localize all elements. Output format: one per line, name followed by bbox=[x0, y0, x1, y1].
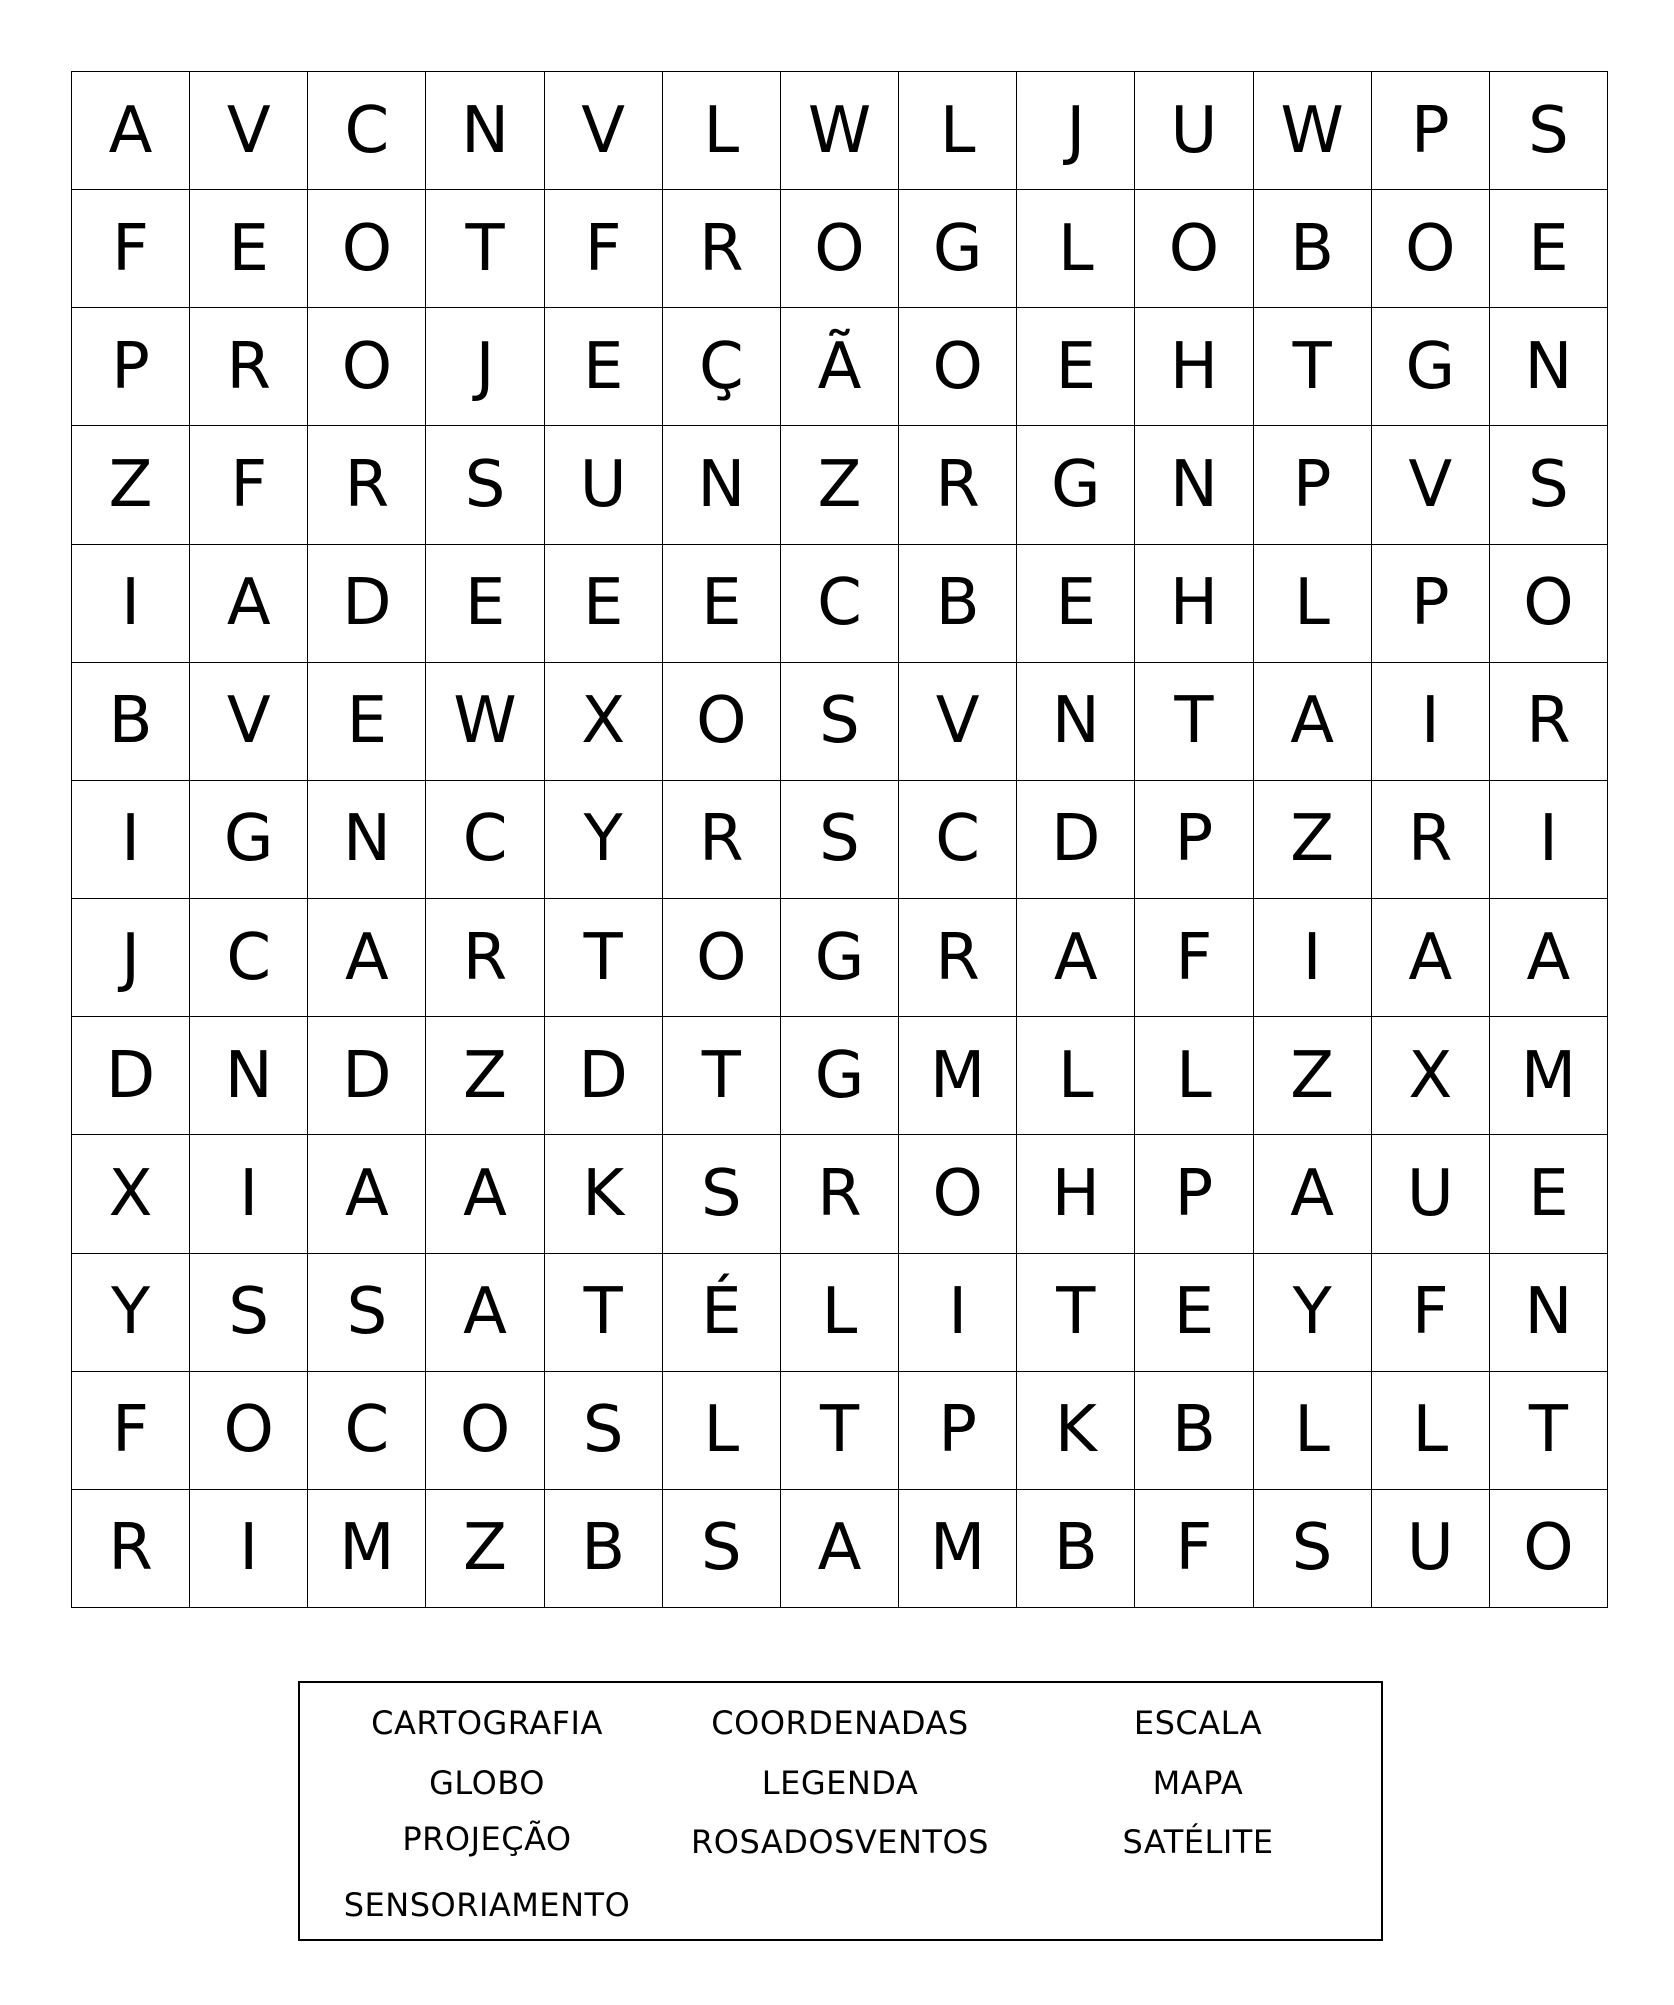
grid-cell[interactable]: A bbox=[1490, 899, 1608, 1017]
word-bank-item: LEGENDA bbox=[761, 1764, 919, 1802]
grid-cell[interactable]: D bbox=[1017, 781, 1135, 899]
grid-cell[interactable]: I bbox=[1254, 899, 1372, 1017]
grid-cell[interactable]: T bbox=[426, 190, 544, 308]
grid-cell[interactable]: L bbox=[781, 1254, 899, 1372]
grid-cell[interactable]: R bbox=[663, 781, 781, 899]
grid-cell[interactable]: U bbox=[1135, 72, 1253, 190]
word-bank-item: SENSORIAMENTO bbox=[343, 1886, 631, 1924]
grid-cell[interactable]: C bbox=[426, 781, 544, 899]
grid-cell[interactable]: J bbox=[1017, 72, 1135, 190]
grid-cell[interactable]: V bbox=[545, 72, 663, 190]
grid-cell[interactable]: V bbox=[190, 663, 308, 781]
grid-cell[interactable]: D bbox=[308, 1017, 426, 1135]
grid-cell[interactable]: B bbox=[1135, 1372, 1253, 1490]
grid-cell[interactable]: E bbox=[426, 545, 544, 663]
grid-cell[interactable]: S bbox=[781, 663, 899, 781]
grid-cell[interactable]: N bbox=[1490, 308, 1608, 426]
grid-cell[interactable]: A bbox=[1254, 1135, 1372, 1253]
grid-cell[interactable]: A bbox=[308, 899, 426, 1017]
grid-cell[interactable]: G bbox=[1017, 426, 1135, 544]
grid-cell[interactable]: E bbox=[1017, 308, 1135, 426]
grid-cell[interactable]: L bbox=[663, 72, 781, 190]
grid-cell[interactable]: I bbox=[190, 1490, 308, 1608]
grid-cell[interactable]: T bbox=[545, 899, 663, 1017]
grid-cell[interactable]: P bbox=[1372, 545, 1490, 663]
word-bank-item: CARTOGRAFIA bbox=[371, 1704, 603, 1742]
grid-cell[interactable]: E bbox=[663, 545, 781, 663]
grid-cell[interactable]: U bbox=[1372, 1135, 1490, 1253]
grid-cell[interactable]: C bbox=[190, 899, 308, 1017]
grid-cell[interactable]: Y bbox=[72, 1254, 190, 1372]
grid-cell[interactable]: L bbox=[899, 72, 1017, 190]
word-bank-item: GLOBO bbox=[429, 1764, 545, 1802]
grid-cell[interactable]: O bbox=[1490, 1490, 1608, 1608]
grid-cell[interactable]: P bbox=[1135, 781, 1253, 899]
grid-cell[interactable]: K bbox=[1017, 1372, 1135, 1490]
grid-cell[interactable]: Y bbox=[1254, 1254, 1372, 1372]
grid-cell[interactable]: A bbox=[190, 545, 308, 663]
grid-cell[interactable]: E bbox=[545, 545, 663, 663]
grid-cell[interactable]: S bbox=[1490, 426, 1608, 544]
grid-cell[interactable]: O bbox=[899, 1135, 1017, 1253]
grid-cell[interactable]: S bbox=[545, 1372, 663, 1490]
grid-cell[interactable]: L bbox=[1254, 1372, 1372, 1490]
grid-cell[interactable]: E bbox=[308, 663, 426, 781]
grid-cell[interactable]: W bbox=[426, 663, 544, 781]
grid-cell[interactable]: R bbox=[426, 899, 544, 1017]
grid-cell[interactable]: P bbox=[1254, 426, 1372, 544]
grid-cell[interactable]: M bbox=[899, 1490, 1017, 1608]
grid-cell[interactable]: Z bbox=[426, 1017, 544, 1135]
grid-cell[interactable]: Y bbox=[545, 781, 663, 899]
grid-cell[interactable]: T bbox=[663, 1017, 781, 1135]
grid-cell[interactable]: V bbox=[190, 72, 308, 190]
grid-cell[interactable]: C bbox=[781, 545, 899, 663]
grid-cell[interactable]: A bbox=[1254, 663, 1372, 781]
grid-cell[interactable]: Z bbox=[1254, 781, 1372, 899]
grid-cell[interactable]: X bbox=[1372, 1017, 1490, 1135]
grid-cell[interactable]: G bbox=[781, 1017, 899, 1135]
grid-cell[interactable]: T bbox=[781, 1372, 899, 1490]
grid-cell[interactable]: I bbox=[1372, 663, 1490, 781]
word-search-grid bbox=[71, 71, 1608, 1608]
grid-cell[interactable]: B bbox=[1017, 1490, 1135, 1608]
grid-cell[interactable]: N bbox=[1017, 663, 1135, 781]
grid-cell[interactable]: O bbox=[663, 899, 781, 1017]
grid-cell[interactable]: L bbox=[1017, 190, 1135, 308]
grid-cell[interactable]: B bbox=[899, 545, 1017, 663]
grid-cell[interactable]: R bbox=[899, 426, 1017, 544]
word-bank-item: ESCALA bbox=[1133, 1704, 1263, 1742]
grid-cell[interactable]: S bbox=[190, 1254, 308, 1372]
grid-cell[interactable]: N bbox=[190, 1017, 308, 1135]
grid-cell[interactable]: R bbox=[663, 190, 781, 308]
grid-cell[interactable]: I bbox=[190, 1135, 308, 1253]
grid-cell[interactable]: L bbox=[1372, 1372, 1490, 1490]
grid-cell[interactable]: D bbox=[72, 1017, 190, 1135]
grid-cell[interactable]: S bbox=[663, 1135, 781, 1253]
grid-cell[interactable]: Z bbox=[426, 1490, 544, 1608]
grid-cell[interactable]: U bbox=[545, 426, 663, 544]
grid-cell[interactable]: O bbox=[308, 308, 426, 426]
grid-cell[interactable]: Z bbox=[72, 426, 190, 544]
grid-cell[interactable]: V bbox=[899, 663, 1017, 781]
grid-cell[interactable]: U bbox=[1372, 1490, 1490, 1608]
grid-cell[interactable]: F bbox=[1135, 899, 1253, 1017]
grid-cell[interactable]: V bbox=[1372, 426, 1490, 544]
grid-cell[interactable]: O bbox=[899, 308, 1017, 426]
grid-cell[interactable]: M bbox=[899, 1017, 1017, 1135]
grid-cell[interactable]: D bbox=[308, 545, 426, 663]
grid-cell[interactable]: G bbox=[899, 190, 1017, 308]
grid-cell[interactable]: G bbox=[781, 899, 899, 1017]
grid-cell[interactable]: B bbox=[72, 663, 190, 781]
grid-cell[interactable]: T bbox=[1135, 663, 1253, 781]
grid-cell[interactable]: T bbox=[1017, 1254, 1135, 1372]
grid-cell[interactable]: X bbox=[545, 663, 663, 781]
grid-cell[interactable]: É bbox=[663, 1254, 781, 1372]
grid-cell[interactable]: O bbox=[1372, 190, 1490, 308]
grid-cell[interactable]: Z bbox=[781, 426, 899, 544]
grid-cell[interactable]: K bbox=[545, 1135, 663, 1253]
grid-cell[interactable]: R bbox=[72, 1490, 190, 1608]
grid-cell[interactable]: N bbox=[1135, 426, 1253, 544]
grid-cell[interactable]: C bbox=[308, 72, 426, 190]
grid-cell[interactable]: N bbox=[663, 426, 781, 544]
grid-cell[interactable]: S bbox=[308, 1254, 426, 1372]
grid-cell[interactable]: E bbox=[1135, 1254, 1253, 1372]
grid-cell[interactable]: F bbox=[1135, 1490, 1253, 1608]
grid-cell[interactable]: F bbox=[1372, 1254, 1490, 1372]
grid-cell[interactable]: N bbox=[1490, 1254, 1608, 1372]
grid-cell[interactable]: O bbox=[1135, 190, 1253, 308]
grid-cell[interactable]: P bbox=[1372, 72, 1490, 190]
word-bank-item: SATÉLITE bbox=[1122, 1823, 1274, 1861]
grid-cell[interactable]: M bbox=[1490, 1017, 1608, 1135]
grid-cell[interactable]: T bbox=[1490, 1372, 1608, 1490]
grid-cell[interactable]: Ã bbox=[781, 308, 899, 426]
grid-cell[interactable]: T bbox=[1254, 308, 1372, 426]
word-bank-item: COORDENADAS bbox=[711, 1704, 969, 1742]
grid-cell[interactable]: B bbox=[545, 1490, 663, 1608]
grid-cell[interactable]: N bbox=[426, 72, 544, 190]
grid-cell[interactable]: A bbox=[72, 72, 190, 190]
grid-cell[interactable]: H bbox=[1135, 308, 1253, 426]
grid-cell[interactable]: S bbox=[663, 1490, 781, 1608]
grid-cell[interactable]: F bbox=[190, 426, 308, 544]
grid-cell[interactable]: G bbox=[1372, 308, 1490, 426]
grid-cell[interactable]: F bbox=[545, 190, 663, 308]
grid-cell[interactable]: S bbox=[426, 426, 544, 544]
grid-cell[interactable]: E bbox=[1490, 1135, 1608, 1253]
grid-cell[interactable]: B bbox=[1254, 190, 1372, 308]
grid-cell[interactable]: Z bbox=[1254, 1017, 1372, 1135]
grid-cell[interactable]: T bbox=[545, 1254, 663, 1372]
grid-cell[interactable]: C bbox=[308, 1372, 426, 1490]
grid-cell[interactable]: M bbox=[308, 1490, 426, 1608]
grid-cell[interactable]: X bbox=[72, 1135, 190, 1253]
grid-cell[interactable]: A bbox=[1372, 899, 1490, 1017]
grid-cell[interactable]: E bbox=[1490, 190, 1608, 308]
grid-cell[interactable]: D bbox=[545, 1017, 663, 1135]
word-bank-item: ROSADOSVENTOS bbox=[691, 1823, 989, 1861]
grid-cell[interactable]: O bbox=[1490, 545, 1608, 663]
grid-cell[interactable]: P bbox=[899, 1372, 1017, 1490]
grid-cell[interactable]: C bbox=[899, 781, 1017, 899]
grid-cell[interactable]: O bbox=[663, 663, 781, 781]
grid-cell[interactable]: I bbox=[1490, 781, 1608, 899]
word-bank bbox=[298, 1681, 1383, 1941]
grid-cell[interactable]: R bbox=[308, 426, 426, 544]
grid-cell[interactable]: I bbox=[899, 1254, 1017, 1372]
grid-cell[interactable]: A bbox=[426, 1254, 544, 1372]
grid-cell[interactable]: H bbox=[1017, 1135, 1135, 1253]
grid-cell[interactable]: S bbox=[781, 781, 899, 899]
grid-cell[interactable]: O bbox=[426, 1372, 544, 1490]
grid-cell[interactable]: S bbox=[1490, 72, 1608, 190]
grid-cell[interactable]: H bbox=[1135, 545, 1253, 663]
grid-cell[interactable]: W bbox=[1254, 72, 1372, 190]
grid-cell[interactable]: P bbox=[72, 308, 190, 426]
grid-cell[interactable]: R bbox=[781, 1135, 899, 1253]
grid-cell[interactable]: E bbox=[1017, 545, 1135, 663]
grid-cell[interactable]: N bbox=[308, 781, 426, 899]
grid-cell[interactable]: P bbox=[1135, 1135, 1253, 1253]
grid-cell[interactable]: S bbox=[1254, 1490, 1372, 1608]
grid-cell[interactable]: A bbox=[426, 1135, 544, 1253]
word-bank-item: MAPA bbox=[1152, 1764, 1244, 1802]
grid-cell[interactable]: A bbox=[1017, 899, 1135, 1017]
grid-cell[interactable]: A bbox=[781, 1490, 899, 1608]
grid-cell[interactable]: W bbox=[781, 72, 899, 190]
grid-cell[interactable]: Ç bbox=[663, 308, 781, 426]
grid-cell[interactable]: R bbox=[1372, 781, 1490, 899]
grid-cell[interactable]: J bbox=[72, 899, 190, 1017]
grid-cell[interactable]: G bbox=[190, 781, 308, 899]
word-bank-item: PROJEÇÃO bbox=[402, 1820, 572, 1858]
grid-cell[interactable]: E bbox=[545, 308, 663, 426]
grid-cell[interactable]: L bbox=[663, 1372, 781, 1490]
grid-cell[interactable]: F bbox=[72, 1372, 190, 1490]
grid-cell[interactable]: O bbox=[781, 190, 899, 308]
grid-cell[interactable]: O bbox=[190, 1372, 308, 1490]
grid-cell[interactable]: A bbox=[308, 1135, 426, 1253]
grid-cell[interactable]: I bbox=[72, 781, 190, 899]
grid-cell[interactable]: R bbox=[190, 308, 308, 426]
grid-cell[interactable]: L bbox=[1135, 1017, 1253, 1135]
grid-cell[interactable]: R bbox=[899, 899, 1017, 1017]
grid-cell[interactable]: O bbox=[308, 190, 426, 308]
grid-cell[interactable]: J bbox=[426, 308, 544, 426]
grid-cell[interactable]: F bbox=[72, 190, 190, 308]
grid-cell[interactable]: L bbox=[1254, 545, 1372, 663]
grid-cell[interactable]: R bbox=[1490, 663, 1608, 781]
grid-cell[interactable]: I bbox=[72, 545, 190, 663]
grid-cell[interactable]: E bbox=[190, 190, 308, 308]
grid-cell[interactable]: L bbox=[1017, 1017, 1135, 1135]
